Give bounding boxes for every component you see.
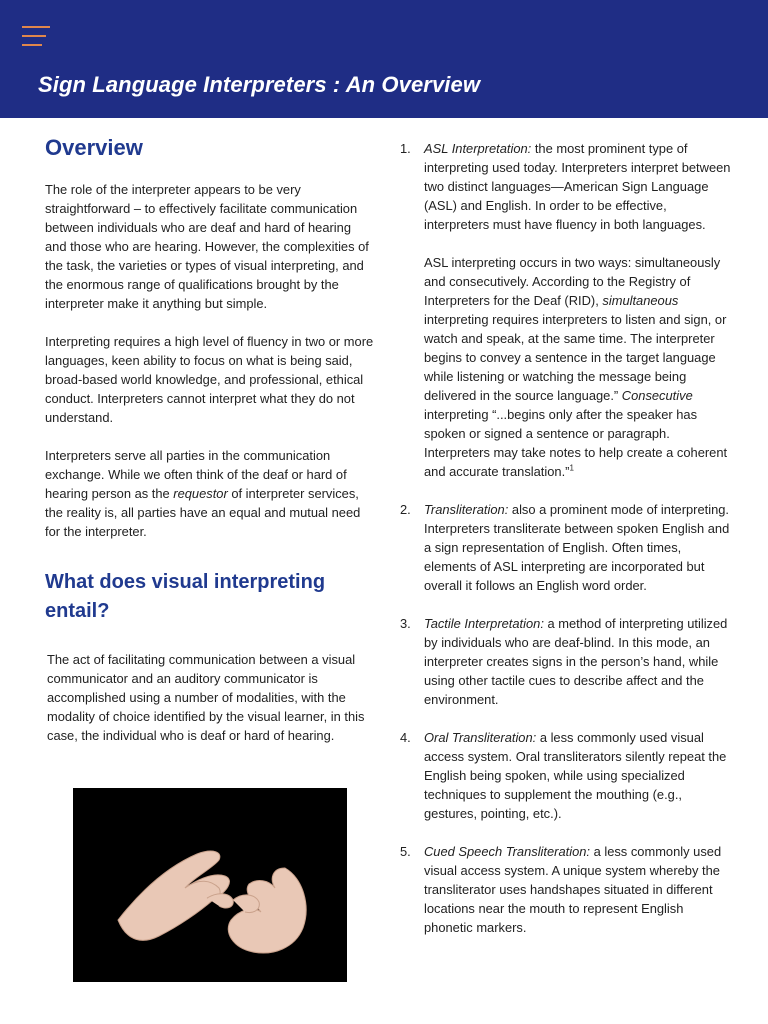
visual-interpreting-heading: What does visual interpreting entail? — [45, 571, 326, 622]
requestor-emphasis: requestor — [173, 486, 228, 501]
item-description: Transliteration: also a prominent mode of interpreting. Interpreters transliterate between spoken English and a sign representation of English. Often times, elements of ASL interpreting are incorporated but overall it follows an English word order. — [424, 502, 730, 593]
consecutive-emphasis: Consecutive — [621, 388, 693, 403]
item-description: ASL Interpretation: the most prominent type of interpreting used today. Interpreters interpret between two distinct languages—American Sign Language (ASL) and English. In order to be effective, interpreters must have fluency in both languages. — [424, 141, 731, 232]
item-term: Transliteration: — [424, 502, 509, 517]
footnote-marker: 1 — [569, 463, 574, 473]
item-detail: ASL interpreting occurs in two ways: simultaneously and consecutively. According to the Registry of Interpreters for the Deaf (RID), simultaneous interpreting requires interpreters to listen and sign, or watch and speak, at the same time. The interpreter begins to convey a sentence in the target language while listening or watching the message being delivered in the source language.” Consecutive interpreting “...begins only after the speaker has spoken or signed a sentence or paragraph. Interpreters may take notes to help create a coherent and accurate translation.”$^1$ — [424, 255, 728, 479]
list-item — [400, 614, 734, 709]
list-item — [400, 842, 734, 937]
page-header — [0, 0, 768, 118]
item-term: ASL Interpretation: — [424, 141, 532, 156]
list-number: 5. — [400, 844, 411, 859]
item-description: Cued Speech Transliteration: a less commonly used visual access system. A unique system whereby the transliterator uses handshapes situated in different locations near the mouth to represent English phonetic markers. — [424, 844, 722, 935]
right-column — [400, 139, 734, 956]
item-description: Oral Transliteration: a less commonly used visual access system. Oral transliterators silently repeat the English being spoken, while using specialized techniques to supplement the mouthing (e.g., gestures, pointing, etc.). — [424, 730, 727, 821]
item-term: Cued Speech Transliteration: — [424, 844, 590, 859]
overview-paragraph-2: Interpreting requires a high level of fluency in two or more languages, keen ability to focus on what is being said, broad-based world knowledge, and professional, ethical conduct. Interpreters cannot interpret what they do not understand. — [45, 334, 374, 425]
list-item — [400, 139, 734, 481]
sign-language-hands-photo — [73, 788, 347, 982]
visual-interpreting-paragraph: The act of facilitating communication between a visual communicator and an auditory communicator is accomplished using a number of modalities, with the modality of choice identified by the visual learner, in this case, the individual who is deaf or hard of hearing. — [47, 652, 365, 743]
overview-heading: Overview — [45, 135, 143, 160]
simultaneous-emphasis: simultaneous — [602, 293, 679, 308]
document-title: Sign Language Interpreters : An Overview — [38, 72, 481, 97]
list-number: 3. — [400, 616, 411, 631]
overview-paragraph-1: The role of the interpreter appears to be very straightforward – to effectively facilitate communication between individuals who are deaf and hard of hearing and those who are hearing. However, the complexities of the task, the varieties or types of visual interpreting, and the enormous range of qualifications brought by the interpreter make it anything but simple. — [45, 182, 369, 311]
list-item — [400, 500, 734, 595]
list-number: 4. — [400, 730, 411, 745]
left-column — [45, 135, 375, 764]
overview-paragraph-3: Interpreters serve all parties in the communication exchange. While we often think of the deaf or hard of hearing person as the requestor of interpreter services, the reality is, all parties have an equal and mutual need for the interpreter. — [45, 448, 361, 539]
list-number: 2. — [400, 502, 411, 517]
list-item — [400, 728, 734, 823]
list-number: 1. — [400, 141, 411, 156]
item-term: Tactile Interpretation: — [424, 616, 544, 631]
menu-icon[interactable] — [22, 26, 50, 46]
item-description: Tactile Interpretation: a method of interpreting utilized by individuals who are deaf-blind. In this mode, an interpreter creates signs in the person’s hand, while using other tactile cues to describe affect and the environment. — [424, 616, 728, 707]
item-term: Oral Transliteration: — [424, 730, 537, 745]
